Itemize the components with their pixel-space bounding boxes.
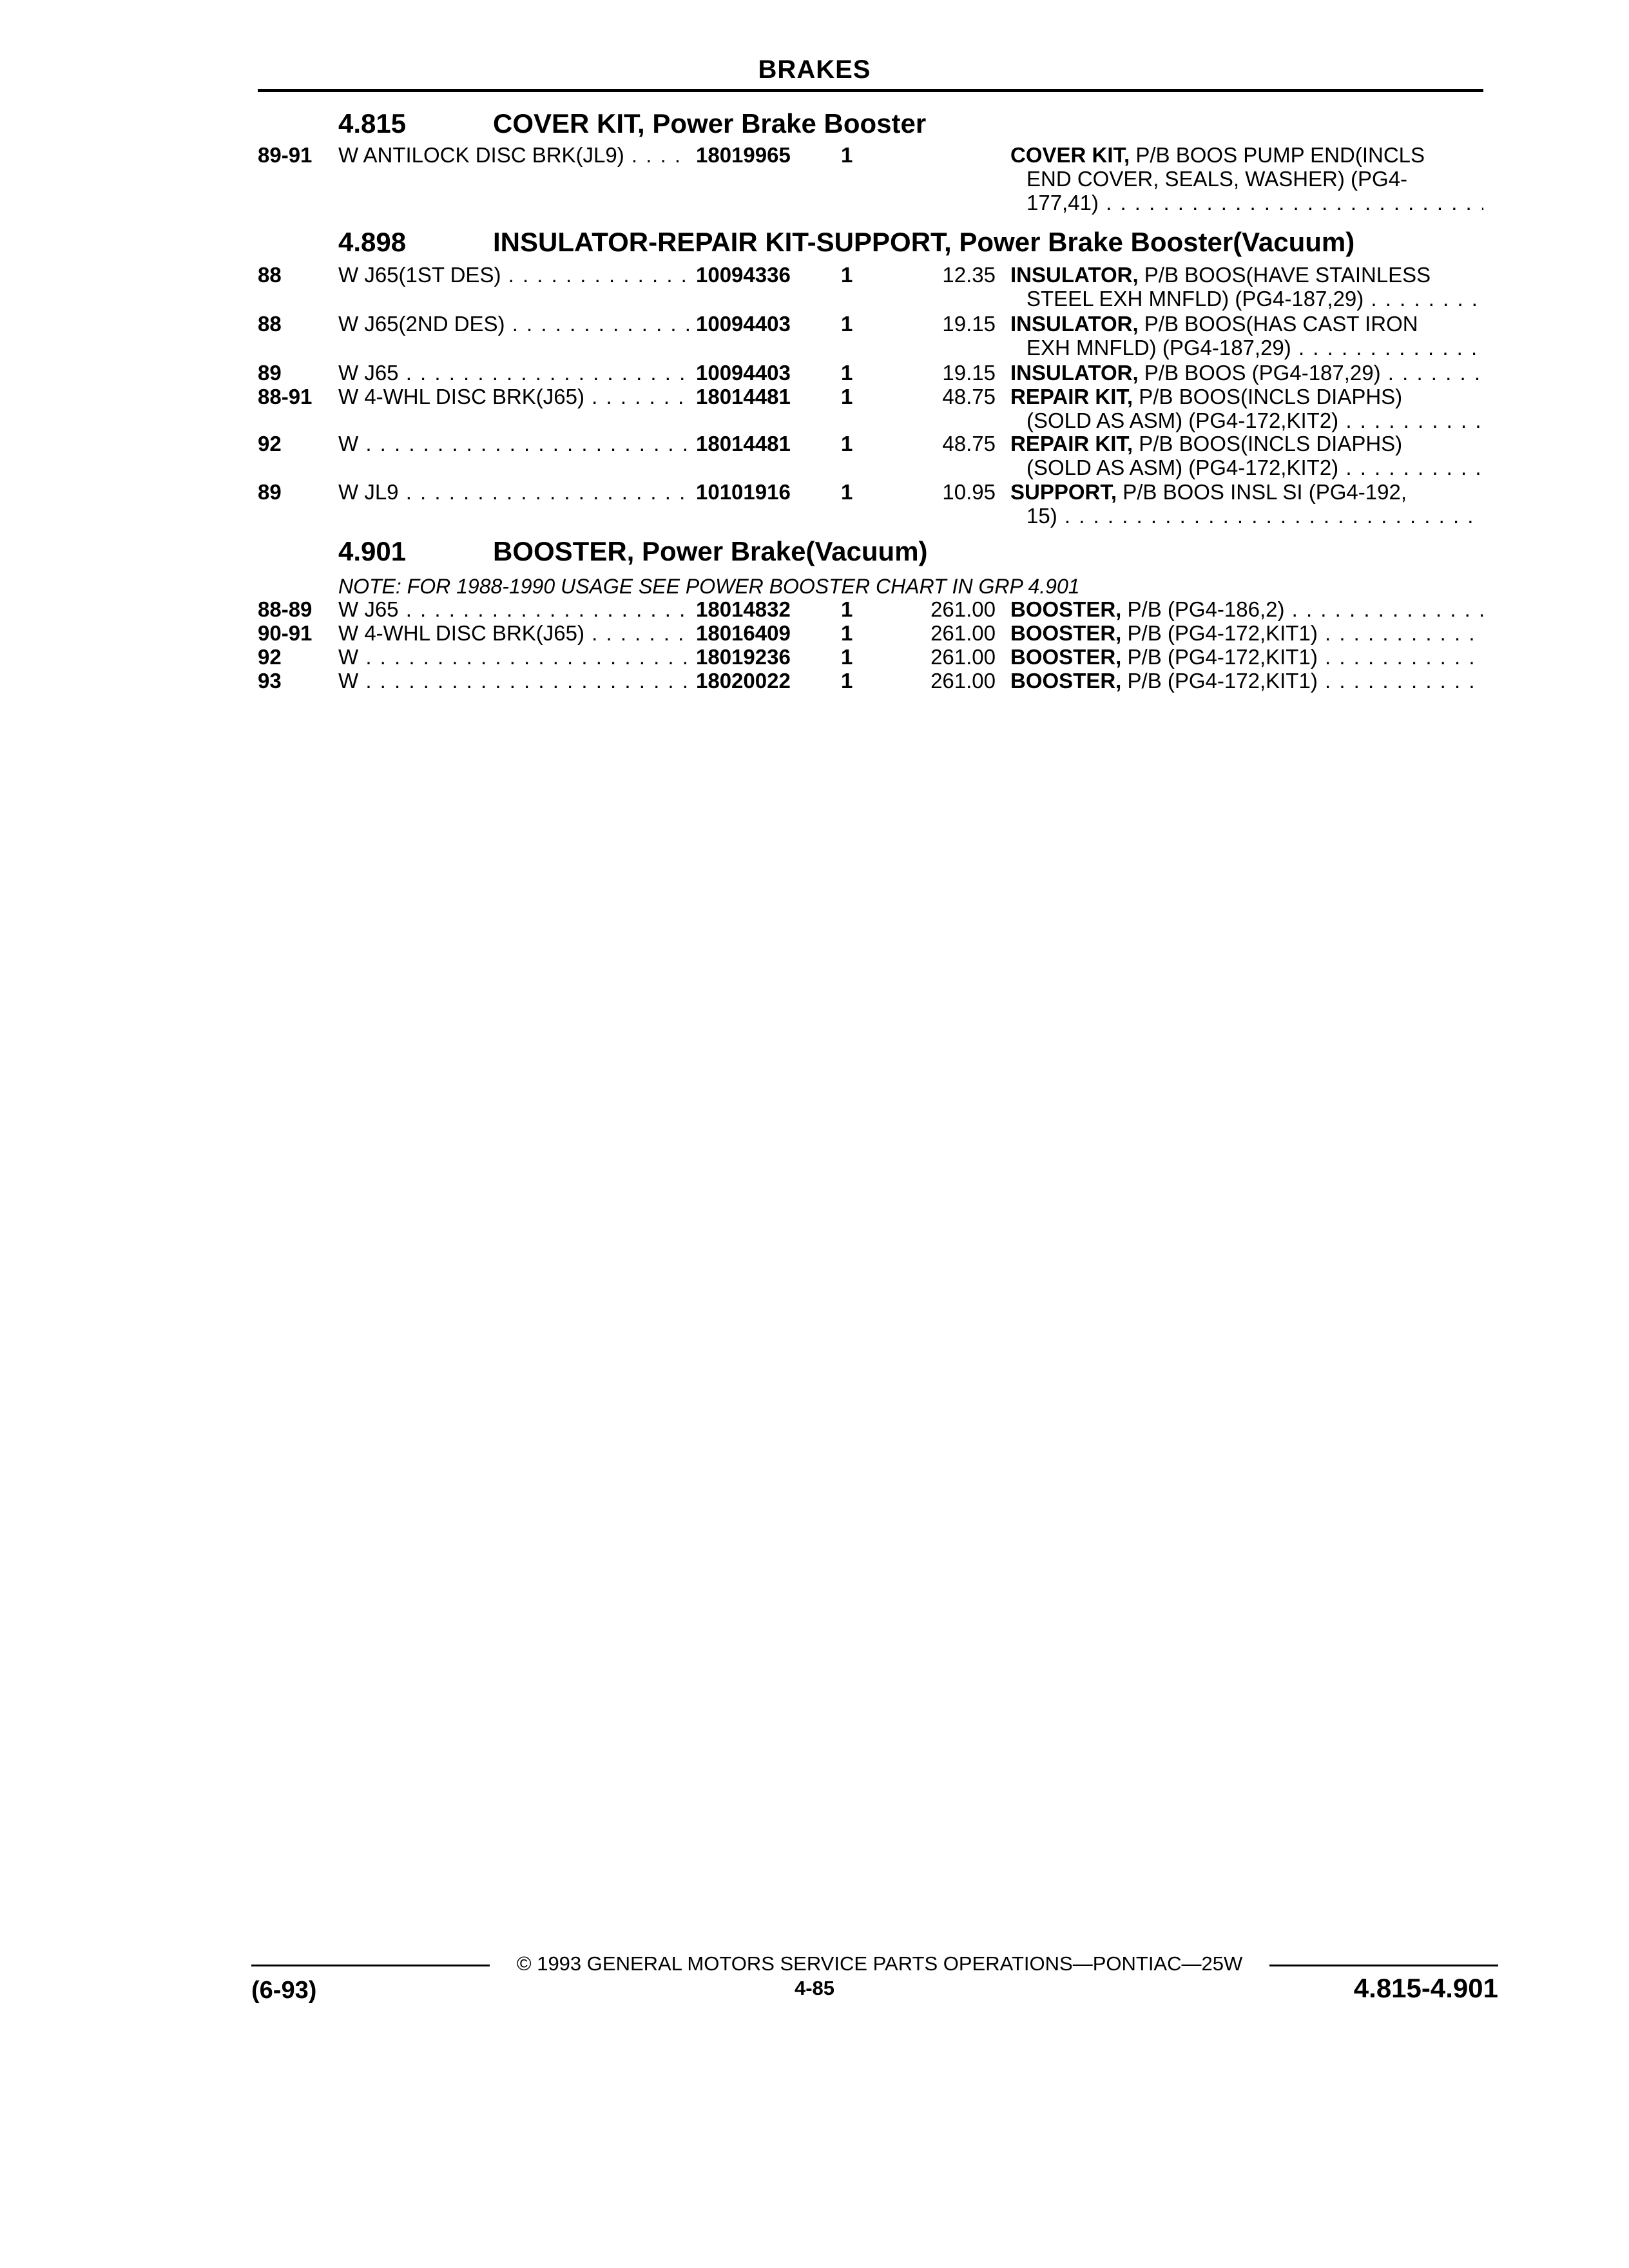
part-name-line2: (SOLD AS ASM) (PG4-172,KIT2) . . . [1010,456,1483,479]
row-part-name [1010,385,1483,432]
section-code: 4.898 [338,227,407,257]
row-price: 48.75 [942,432,996,456]
row-year: 89 [258,480,282,504]
row-year: 88 [258,263,282,287]
row-year: 88-91 [258,385,313,408]
row-quantity: 1 [841,432,853,456]
row-quantity: 1 [841,669,853,693]
section-name: COVER KIT, Power Brake Booster [493,108,927,139]
part-name-line1: P/B (PG4-172,KIT1) [1121,669,1318,693]
section-name: INSULATOR-REPAIR KIT-SUPPORT, Power Brake Booster(Vacuum) [493,227,1355,257]
part-name-line1: P/B BOOS(HAVE STAINLESS [1138,263,1431,287]
part-name-bold: INSULATOR, [1010,312,1139,336]
row-description: W . . . [338,645,689,669]
row-description: W . . . [338,669,689,693]
row-part-name [1010,597,1483,621]
part-name-bold: INSULATOR, [1010,361,1139,385]
part-name-bold: REPAIR KIT, [1010,385,1133,408]
part-name-bold: BOOSTER, [1010,669,1122,693]
row-description: W JL9 . . . [338,480,689,504]
part-name-bold: BOOSTER, [1010,645,1122,669]
section-code: 4.901 [338,536,407,566]
part-name-line2: STEEL EXH MNFLD) (PG4-187,29) . . . [1010,287,1483,311]
part-name-bold: BOOSTER, [1010,597,1122,621]
part-name-line2: END COVER, SEALS, WASHER) (PG4- [1027,167,1408,191]
row-part-number: 10094336 [696,263,791,287]
row-description: W 4-WHL DISC BRK(J65) . . . [338,385,689,408]
row-price: 261.00 [930,621,996,645]
row-part-name [1010,143,1483,215]
part-name-line1: P/B (PG4-172,KIT1) [1121,645,1318,669]
footer-page-number: 4-85 [794,1977,835,1999]
row-part-name [1010,621,1483,645]
row-year: 88 [258,312,282,336]
footer-rule-right [1269,1965,1498,1966]
row-part-name [1010,645,1483,669]
row-part-number: 18016409 [696,621,791,645]
row-quantity: 1 [841,597,853,621]
row-quantity: 1 [841,480,853,504]
row-quantity: 1 [841,385,853,408]
row-price: 19.15 [942,361,996,385]
row-part-number: 10094403 [696,361,791,385]
part-name-line1: P/B BOOS INSL SI (PG4-192, [1117,480,1407,504]
row-quantity: 1 [841,263,853,287]
row-description: W ANTILOCK DISC BRK(JL9) . . . [338,143,686,167]
part-name-line1: P/B (PG4-186,2) [1121,597,1285,621]
row-part-name [1010,480,1483,528]
row-year: 92 [258,645,282,669]
row-part-name [1010,432,1483,479]
title-divider [258,89,1483,92]
part-name-line1: P/B BOOS(INCLS DIAPHS) [1133,385,1403,408]
row-part-number: 18020022 [696,669,791,693]
row-description: W . . . [338,432,689,456]
row-year: 90-91 [258,621,313,645]
footer-copyright: © 1993 GENERAL MOTORS SERVICE PARTS OPERATIONS—PONTIAC—25W [516,1952,1243,1975]
footer-revision: (6-93) [251,1977,317,2004]
row-part-name [1010,669,1483,693]
footer-section-range: 4.815-4.901 [1353,1973,1498,2003]
row-description: W J65 . . . [338,361,689,385]
row-year: 88-89 [258,597,313,621]
part-name-bold: BOOSTER, [1010,621,1122,645]
part-name-bold: REPAIR KIT, [1010,432,1133,456]
row-part-name [1010,263,1483,311]
page-title: BRAKES [758,55,871,84]
row-part-name [1010,312,1483,360]
part-name-line1: P/B BOOS(HAS CAST IRON [1138,312,1418,336]
part-name-line1: P/B (PG4-172,KIT1) [1121,621,1318,645]
row-year: 89-91 [258,143,313,167]
part-name-bold: COVER KIT, [1010,143,1130,167]
row-quantity: 1 [841,361,853,385]
part-name-line1: P/B BOOS PUMP END(INCLS [1130,143,1425,167]
row-description: W J65 . . . [338,597,689,621]
row-part-number: 18014481 [696,385,791,408]
row-price: 48.75 [942,385,996,408]
row-part-number: 18019236 [696,645,791,669]
row-description: W J65(2ND DES) . . . [338,312,689,336]
section-name: BOOSTER, Power Brake(Vacuum) [493,536,928,566]
row-part-number: 18019965 [696,143,791,167]
row-year: 92 [258,432,282,456]
part-name-line2: (SOLD AS ASM) (PG4-172,KIT2) . . . [1010,408,1483,432]
row-price: 19.15 [942,312,996,336]
section-code: 4.815 [338,108,407,139]
row-quantity: 1 [841,621,853,645]
row-quantity: 1 [841,645,853,669]
part-name-line2: 15) . . . [1010,504,1483,528]
row-quantity: 1 [841,143,853,167]
part-name-line3: 177,41) . . . [1010,191,1483,215]
row-price: 261.00 [930,645,996,669]
part-name-line2: EXH MNFLD) (PG4-187,29) . . . [1010,336,1483,360]
row-price: 261.00 [930,597,996,621]
row-part-number: 18014832 [696,597,791,621]
row-price: 261.00 [930,669,996,693]
row-part-number: 18014481 [696,432,791,456]
part-name-line1: P/B BOOS(INCLS DIAPHS) [1133,432,1403,456]
row-description: W 4-WHL DISC BRK(J65) . . . [338,621,689,645]
footer-rule-left [251,1965,490,1966]
usage-note: NOTE: FOR 1988-1990 USAGE SEE POWER BOOSTER CHART IN GRP 4.901 [338,575,1080,598]
row-price: 10.95 [942,480,996,504]
part-name-bold: SUPPORT, [1010,480,1117,504]
row-year: 93 [258,669,282,693]
row-part-number: 10094403 [696,312,791,336]
row-year: 89 [258,361,282,385]
row-price: 12.35 [942,263,996,287]
part-name-bold: INSULATOR, [1010,263,1139,287]
row-part-number: 10101916 [696,480,791,504]
part-name-line1: P/B BOOS (PG4-187,29) [1138,361,1381,385]
row-description: W J65(1ST DES) . . . [338,263,689,287]
row-part-name [1010,361,1483,385]
row-quantity: 1 [841,312,853,336]
